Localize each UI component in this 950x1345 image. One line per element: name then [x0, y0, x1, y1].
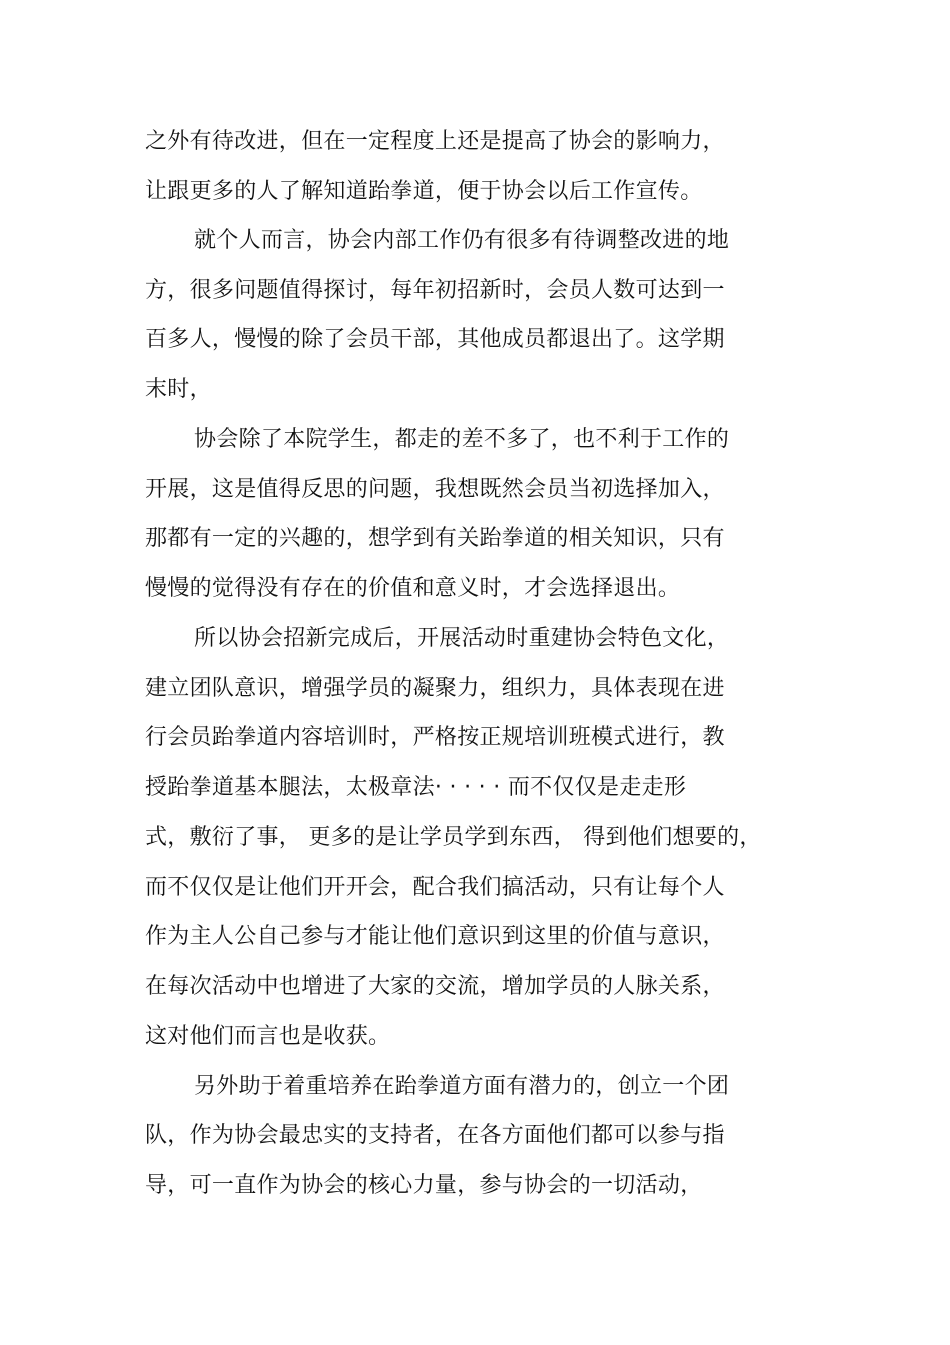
text-line: 这对他们而言也是收获。 — [145, 1024, 391, 1049]
text-line: 那都有一定的兴趣的，想学到有关跆拳道的相关知识，只有 — [145, 526, 725, 551]
text-line: 之外有待改进，但在一定程度上还是提高了协会的影响力， — [145, 129, 725, 154]
text-line: 另外助于着重培养在跆拳道方面有潜力的，创立一个团 — [194, 1074, 730, 1099]
text-line: 百多人，慢慢的除了会员干部，其他成员都退出了。这学期 — [145, 327, 725, 352]
text-line: 开展，这是值得反思的问题，我想既然会员当初选择加入， — [145, 477, 725, 502]
text-line: 行会员跆拳道内容培训时，严格按正规培训班模式进行，教 — [145, 725, 725, 750]
text-line: 在每次活动中也增进了大家的交流，增加学员的人脉关系， — [145, 974, 725, 999]
text-line: 协会除了本院学生，都走的差不多了，也不利于工作的 — [194, 427, 730, 452]
text-line: 授跆拳道基本腿法，太极章法· · · · · 而不仅仅是走走形 — [145, 775, 687, 800]
text-line: 导，可一直作为协会的核心力量，参与协会的一切活动， — [145, 1173, 703, 1198]
text-line: 队，作为协会最忠实的支持者，在各方面他们都可以参与指 — [145, 1123, 725, 1148]
text-line: 慢慢的觉得没有存在的价值和意义时，才会选择退出。 — [145, 576, 681, 601]
text-line: 让跟更多的人了解知道跆拳道，便于协会以后工作宣传。 — [145, 179, 703, 204]
text-line: 式，敷衍了事， 更多的是让学员学到东西， 得到他们想要的， — [145, 825, 762, 850]
text-line: 方，很多问题值得探讨，每年初招新时，会员人数可达到一 — [145, 278, 725, 303]
text-line: 就个人而言，协会内部工作仍有很多有待调整改进的地 — [194, 228, 730, 253]
text-line: 而不仅仅是让他们开开会，配合我们搞活动，只有让每个人 — [145, 875, 725, 900]
text-line: 末时， — [145, 377, 212, 402]
text-line: 建立团队意识，增强学员的凝聚力，组织力，具体表现在进 — [145, 676, 725, 701]
text-line: 作为主人公自己参与才能让他们意识到这里的价值与意识， — [145, 924, 725, 949]
text-line: 所以协会招新完成后，开展活动时重建协会特色文化， — [194, 626, 730, 651]
